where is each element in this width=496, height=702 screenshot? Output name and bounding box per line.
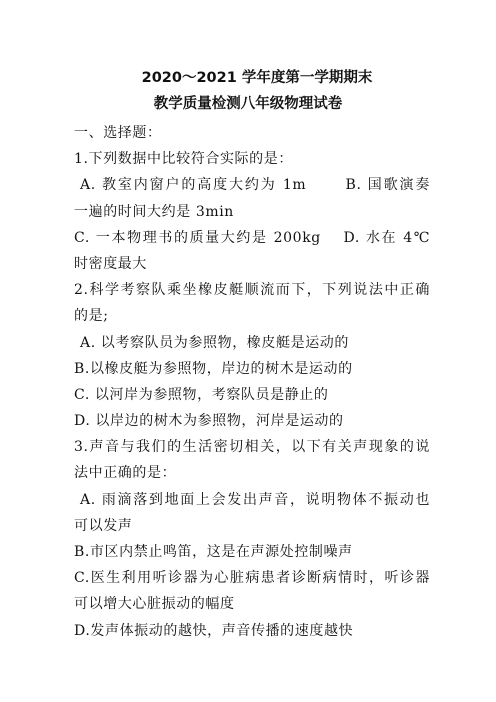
text-line: A. 雨滴落到地面上会发出声音，说明物体不振动也: [80, 491, 430, 508]
text-line: D.发声体振动的越快，声音传播的速度越快: [74, 622, 354, 639]
text-line: C. 以河岸为参照物，考察队员是静止的: [74, 386, 329, 403]
text-line: 的是;: [74, 308, 109, 325]
text-line: B.市区内禁止鸣笛，这是在声源处控制噪声: [74, 544, 353, 560]
text-line: A. 以考察队员为参照物，橡皮艇是运动的: [80, 334, 350, 351]
exam-title-line-1: 2020～2021 学年度第一学期期末: [141, 70, 373, 86]
text-line: 1.下列数据中比较符合实际的是：: [74, 151, 293, 168]
text-line: C.医生利用听诊器为心脏病患者诊断病情时，听诊器: [74, 570, 430, 587]
text-line: B.以橡皮艇为参照物，岸边的树木是运动的: [74, 360, 353, 377]
text-line: A. 教室内窗户的高度大约为 1m B. 国歌演奏: [80, 177, 430, 194]
text-line: 一遍的时间大约是 3min: [74, 203, 234, 220]
text-line: D. 以岸边的树木为参照物，河岸是运动的: [74, 413, 344, 430]
text-line: 可以发声: [74, 517, 133, 534]
text-line: 一、选择题：: [74, 125, 162, 141]
exam-title-line-2: 教学质量检测八年级物理试卷: [153, 96, 343, 112]
text-line: C. 一本物理书的质量大约是 200kg D. 水在 4℃: [74, 229, 430, 246]
text-line: 3.声音与我们的生活密切相关，以下有关声现象的说: [74, 439, 430, 456]
text-line: 2.科学考察队乘坐橡皮艇顺流而下，下列说法中正确: [74, 282, 430, 299]
text-line: 法中正确的是：: [74, 465, 177, 482]
question-body: [74, 120, 430, 644]
text-line: 可以增大心脏振动的幅度: [74, 596, 235, 613]
text-line: 时密度最大: [74, 255, 147, 272]
